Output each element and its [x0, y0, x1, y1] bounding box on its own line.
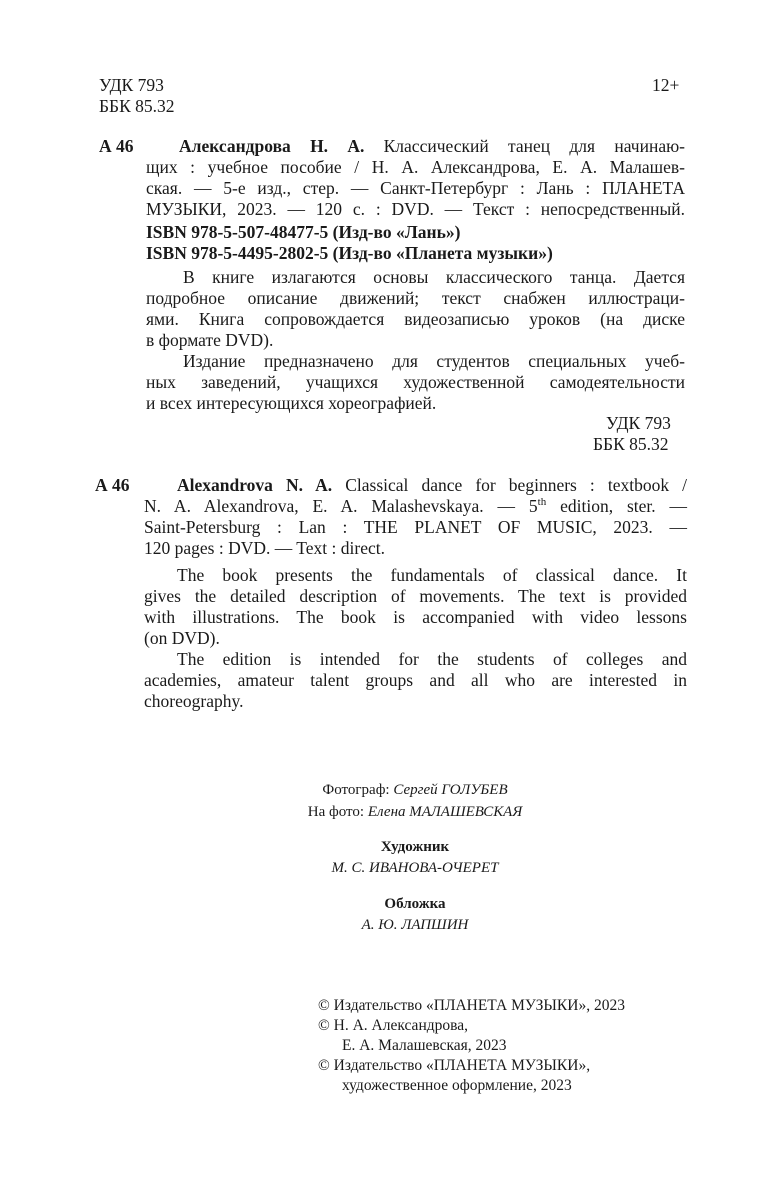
age-rating: 12+: [652, 75, 680, 95]
ru-abstract-line: ных заведений, учащихся художественной самодеятельности: [146, 372, 685, 392]
cover-name: А. Ю. ЛАПШИН: [361, 917, 469, 933]
en-abstract-line: The book presents the fundamentals of classical dance. It: [177, 565, 687, 585]
en-abstract-line: with illustrations. The book is accompanied with video lessons: [144, 607, 687, 627]
ru-abstract-line: подробное описание движений; текст снабжен иллюстраци-: [146, 288, 685, 308]
ru-isbn-lan: ISBN 978-5-507-48477-5 (Изд-во «Лань»): [146, 222, 461, 242]
photo-label: На фото:: [307, 804, 365, 820]
en-record-line4: 120 pages : DVD. — Text : direct.: [144, 538, 385, 558]
ru-record-line1: [179, 136, 685, 157]
ru-isbn-planeta: ISBN 978-5-4495-2802-5 (Изд-во «Планета музыки»): [146, 243, 553, 263]
ru-record-line3: ская. — 5-е изд., стер. — Санкт-Петербург : Лань : ПЛАНЕТА: [146, 178, 685, 198]
copyright-line: © Н. А. Александрова,: [318, 1017, 468, 1034]
en-abstract-line: choreography.: [144, 691, 244, 711]
header-udk: УДК 793: [99, 75, 164, 95]
edition-superscript: th: [537, 496, 547, 509]
artist-name: М. С. ИВАНОВА-ОЧЕРЕТ: [331, 860, 499, 876]
ru-record-title: Классический танец для начинаю-: [383, 136, 685, 156]
ru-abstract-line: ями. Книга сопровождается видеозаписью уроков (на диске: [146, 309, 685, 329]
copyright-line: © Издательство «ПЛАНЕТА МУЗЫКИ», 2023: [318, 997, 625, 1014]
artist-label: Художник: [380, 839, 450, 855]
photo-credit: [0, 803, 768, 822]
ru-abstract-line: в формате DVD).: [146, 330, 274, 350]
photographer-label: Фотограф:: [322, 782, 390, 798]
en-record-line1: [177, 475, 687, 496]
copyright-line: Е. А. Малашевская, 2023: [342, 1037, 507, 1054]
en-abstract-line: The edition is intended for the students of colleges and: [177, 649, 687, 669]
ru-record-bbk: ББК 85.32: [593, 434, 669, 454]
en-record-line2-b: edition, ster. —: [546, 496, 688, 516]
cover-label: Обложка: [384, 896, 446, 912]
photo-name: Елена МАЛАШЕВСКАЯ: [367, 804, 523, 820]
header-bbk: ББК 85.32: [99, 96, 175, 116]
ru-record-line2: щих : учебное пособие / Н. А. Александрова, Е. А. Малашев-: [146, 157, 685, 177]
ru-record-udk: УДК 793: [606, 413, 671, 433]
copyright-line: © Издательство «ПЛАНЕТА МУЗЫКИ»,: [318, 1057, 591, 1074]
en-record-line2: [144, 496, 687, 517]
ru-record-line4: МУЗЫКИ, 2023. — 120 с. : DVD. — Текст : непосредственный.: [146, 199, 685, 219]
en-record-author: Alexandrova N. A.: [177, 475, 333, 495]
ru-record-code: А 46: [99, 136, 134, 156]
photographer-credit: [0, 781, 768, 800]
photographer-name: Сергей ГОЛУБЕВ: [393, 782, 508, 798]
en-record-line3: Saint-Petersburg : Lan : THE PLANET OF MUSIC, 2023. —: [144, 517, 687, 537]
en-abstract-line: gives the detailed description of movements. The text is provided: [144, 586, 687, 606]
en-record-title: Classical dance for beginners : textbook /: [345, 475, 688, 495]
ru-abstract-line: Издание предназначено для студентов специальных учеб-: [183, 351, 685, 371]
en-abstract-line: (on DVD).: [144, 628, 220, 648]
ru-abstract-line: В книге излагаются основы классического танца. Дается: [183, 267, 685, 287]
ru-abstract-line: и всех интересующихся хореографией.: [146, 393, 437, 413]
en-record-code: А 46: [95, 475, 130, 495]
copyright-line: художественное оформление, 2023: [342, 1077, 572, 1094]
en-abstract-line: academies, amateur talent groups and all who are interested in: [144, 670, 687, 690]
en-record-line2-a: N. A. Alexandrova, E. A. Malashevskaya. — 5: [144, 496, 538, 516]
ru-record-author: Александрова Н. А.: [179, 136, 365, 156]
